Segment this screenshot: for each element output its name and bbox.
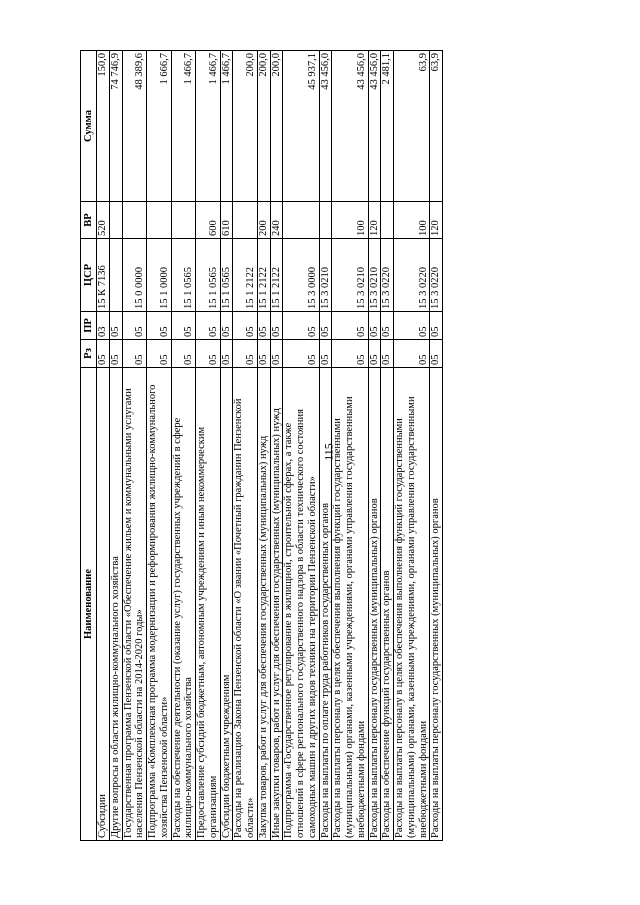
cell-name: Закупка товаров, работ и услуг для обеспечения государственных (муниципальных) нужд: [257, 368, 270, 841]
cell-vr: [381, 202, 394, 239]
table-row: [394, 51, 430, 841]
cell-rz: 05: [109, 340, 122, 368]
cell-pr: 05: [394, 312, 430, 340]
cell-name: Расходы на выплаты по оплате труда работников государственных органов: [319, 368, 332, 841]
cell-pr: 03: [97, 312, 110, 340]
table-row: [283, 51, 319, 841]
cell-rz: 05: [430, 340, 443, 368]
table-row: [257, 51, 270, 841]
cell-vr: 520: [97, 202, 110, 239]
cell-amount: 1 466,7: [220, 51, 233, 202]
cell-pr: 05: [147, 312, 172, 340]
cell-name: Расходы на выплаты персоналу государственных (муниципальных) органов: [430, 368, 443, 841]
cell-name: Расходы на обеспечение деятельности (оказание услуг) государственных учреждений в сфере жилищно-коммунального хозяйства: [171, 368, 196, 841]
cell-vr: 100: [394, 202, 430, 239]
cell-pr: 05: [233, 312, 258, 340]
cell-pr: 05: [319, 312, 332, 340]
cell-csr: 15 1 0565: [220, 239, 233, 312]
cell-amount: 48 389,6: [122, 51, 147, 202]
cell-pr: 05: [332, 312, 368, 340]
cell-pr: 05: [122, 312, 147, 340]
table-row: [109, 51, 122, 841]
cell-vr: 100: [332, 202, 368, 239]
cell-amount: 43 456,0: [332, 51, 368, 202]
table-row: [430, 51, 443, 841]
cell-amount: 43 456,0: [368, 51, 381, 202]
cell-vr: 120: [430, 202, 443, 239]
cell-vr: [171, 202, 196, 239]
cell-csr: 15 К 7136: [97, 239, 110, 312]
cell-csr: 15 1 0565: [196, 239, 221, 312]
cell-vr: [109, 202, 122, 239]
header-name: Наименование: [81, 368, 97, 841]
cell-csr: 15 0 0000: [122, 239, 147, 312]
cell-vr: 600: [196, 202, 221, 239]
page-number: 115: [321, 443, 336, 461]
cell-rz: 05: [270, 340, 283, 368]
cell-name: Расходы на обеспечение функций государственных органов: [381, 368, 394, 841]
cell-vr: 200: [257, 202, 270, 239]
cell-pr: 05: [109, 312, 122, 340]
cell-csr: 15 3 0220: [394, 239, 430, 312]
cell-csr: 15 3 0220: [430, 239, 443, 312]
cell-rz: 05: [97, 340, 110, 368]
cell-pr: 05: [368, 312, 381, 340]
table-body: [97, 51, 443, 841]
table-row: [233, 51, 258, 841]
cell-name: Субсидии: [97, 368, 110, 841]
cell-csr: 15 3 0210: [319, 239, 332, 312]
cell-name: Государственная программа Пензенской области «Обеспечение жильем и коммунальными услугами населения Пензенской области на 2014-2020 годы»: [122, 368, 147, 841]
cell-pr: 05: [430, 312, 443, 340]
cell-amount: 1 666,7: [147, 51, 172, 202]
cell-name: Расходы на выплаты персоналу в целях обеспечения выполнения функций государственными (муниципальными) органами, казенными учреждениями, органами управления государственными внебюджетными фондами: [394, 368, 430, 841]
budget-table: [80, 50, 443, 841]
cell-name: Расходы на выплаты персоналу государственных (муниципальных) органов: [368, 368, 381, 841]
header-pr: ПР: [81, 312, 97, 340]
cell-name: Расходы на реализацию Закона Пензенской области «О звании «Почетный гражданин Пензенской области»: [233, 368, 258, 841]
rotated-page-content: [80, 41, 616, 841]
cell-csr: 15 1 2122: [270, 239, 283, 312]
cell-vr: 240: [270, 202, 283, 239]
cell-rz: 05: [394, 340, 430, 368]
cell-rz: 05: [257, 340, 270, 368]
table-row: [147, 51, 172, 841]
cell-rz: 05: [233, 340, 258, 368]
cell-rz: 05: [283, 340, 319, 368]
cell-pr: 05: [283, 312, 319, 340]
cell-vr: [319, 202, 332, 239]
table-row: [332, 51, 368, 841]
cell-csr: [109, 239, 122, 312]
cell-amount: 2 481,1: [381, 51, 394, 202]
cell-amount: 1 466,7: [196, 51, 221, 202]
cell-csr: 15 1 0565: [171, 239, 196, 312]
cell-csr: 15 1 2122: [233, 239, 258, 312]
cell-rz: 05: [381, 340, 394, 368]
cell-name: Иные закупки товаров, работ и услуг для обеспечения государственных (муниципальных) нужд: [270, 368, 283, 841]
cell-vr: [122, 202, 147, 239]
cell-name: Расходы на выплаты персоналу в целях обеспечения выполнения функций государственными (муниципальными) органами, казенными учреждениями, органами управления государственными внебюджетными фондами: [332, 368, 368, 841]
cell-amount: 45 937,1: [283, 51, 319, 202]
cell-amount: 200,0: [257, 51, 270, 202]
cell-vr: [283, 202, 319, 239]
cell-amount: 63,9: [430, 51, 443, 202]
cell-pr: 05: [171, 312, 196, 340]
cell-amount: 43 456,0: [319, 51, 332, 202]
cell-csr: 15 1 2122: [257, 239, 270, 312]
cell-vr: [233, 202, 258, 239]
header-vr: ВР: [81, 202, 97, 239]
cell-rz: 05: [319, 340, 332, 368]
cell-amount: 150,0: [97, 51, 110, 202]
cell-vr: 610: [220, 202, 233, 239]
cell-rz: 05: [368, 340, 381, 368]
cell-name: Подпрограмма «Комплексная программа модернизации и реформирования жилищно-коммунального хозяйства Пензенской области»: [147, 368, 172, 841]
cell-rz: 05: [122, 340, 147, 368]
cell-pr: 05: [381, 312, 394, 340]
cell-csr: 15 3 0210: [368, 239, 381, 312]
cell-rz: 05: [196, 340, 221, 368]
cell-amount: 74 746,9: [109, 51, 122, 202]
table-row: [196, 51, 221, 841]
table-row: [368, 51, 381, 841]
cell-rz: 05: [171, 340, 196, 368]
cell-pr: 05: [196, 312, 221, 340]
cell-amount: 200,0: [233, 51, 258, 202]
cell-csr: 15 3 0000: [283, 239, 319, 312]
cell-rz: 05: [332, 340, 368, 368]
cell-name: Субсидии бюджетным учреждениям: [220, 368, 233, 841]
cell-name: Предоставление субсидий бюджетным, автономным учреждениям и иным некоммерческим организациям: [196, 368, 221, 841]
cell-name: Подпрограмма «Государственное регулирование в жилищной, строительной сферах, а также отношений в сфере регионального государственного надзора в области технического состояния самоходных машин и других видов техники на территории Пензенской области»: [283, 368, 319, 841]
cell-csr: 15 1 0000: [147, 239, 172, 312]
cell-csr: 15 3 0210: [332, 239, 368, 312]
cell-name: Другие вопросы в области жилищно-коммунального хозяйства: [109, 368, 122, 841]
cell-amount: 63,9: [394, 51, 430, 202]
table-row: [97, 51, 110, 841]
cell-pr: 05: [257, 312, 270, 340]
cell-amount: 1 466,7: [171, 51, 196, 202]
table-row: [381, 51, 394, 841]
table-row: [171, 51, 196, 841]
cell-csr: 15 3 0220: [381, 239, 394, 312]
table-header-row: [81, 51, 97, 841]
cell-vr: 120: [368, 202, 381, 239]
table-row: [122, 51, 147, 841]
cell-pr: 05: [270, 312, 283, 340]
cell-amount: 200,0: [270, 51, 283, 202]
table-row: [220, 51, 233, 841]
cell-vr: [147, 202, 172, 239]
cell-rz: 05: [147, 340, 172, 368]
table-row: [319, 51, 332, 841]
cell-rz: 05: [220, 340, 233, 368]
header-rz: Рз: [81, 340, 97, 368]
header-csr: ЦСР: [81, 239, 97, 312]
table-row: [270, 51, 283, 841]
header-amount: Сумма: [81, 51, 97, 202]
cell-pr: 05: [220, 312, 233, 340]
